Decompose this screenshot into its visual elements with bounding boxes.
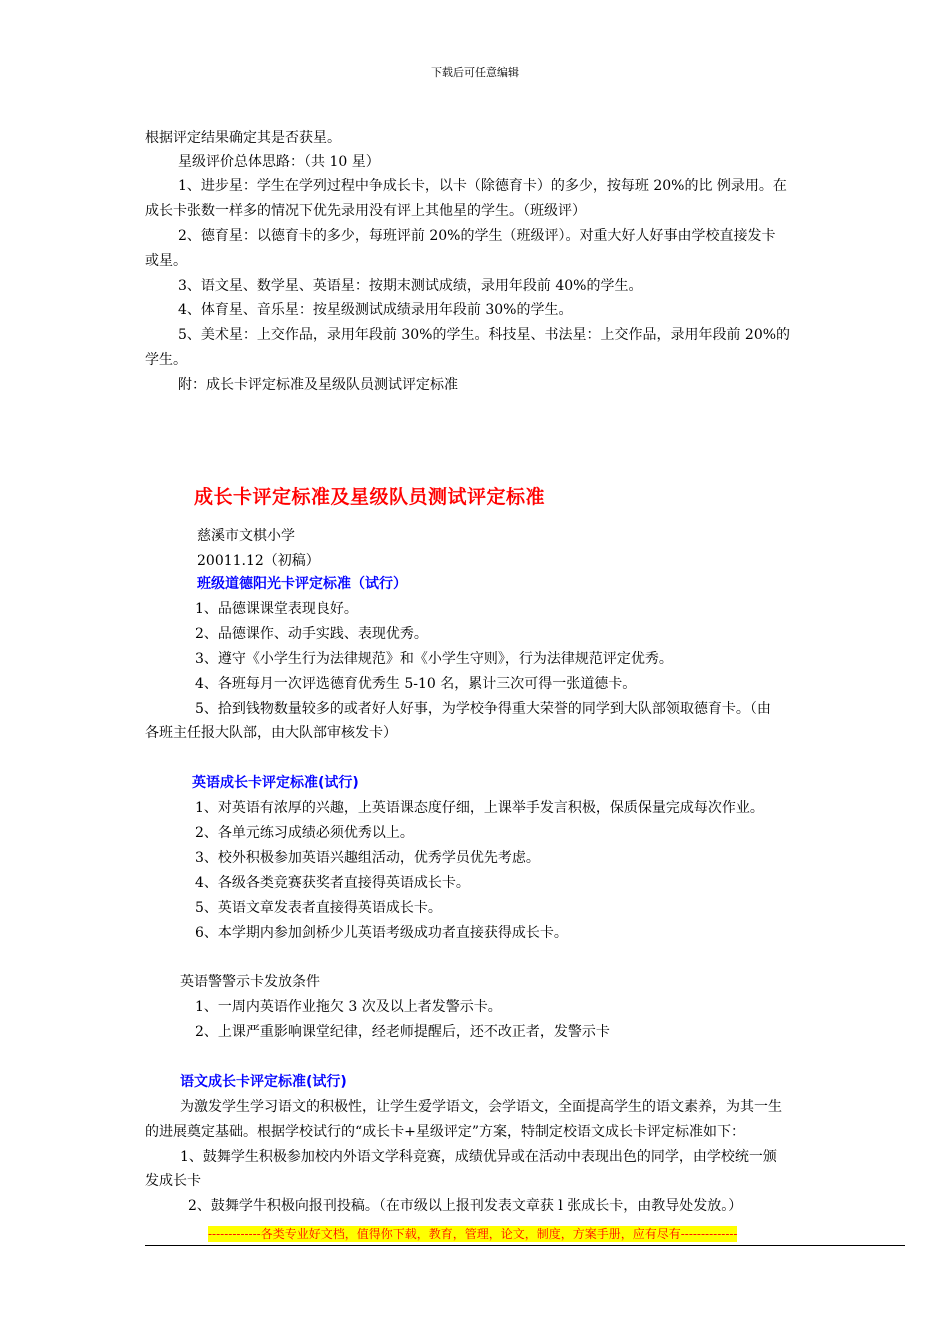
warning-item: 2、上课严重影响课堂纪律，经老师提醒后，还不改正者，发警示卡 (195, 1024, 610, 1040)
intro-line: 3、语文星、数学星、英语星：按期末测试成绩，录用年段前 40%的学生。 (178, 278, 643, 294)
moral-item: 各班主任报大队部，由大队部审核发卡） (145, 725, 397, 741)
english-item: 4、各级各类竞赛获奖者直接得英语成长卡。 (195, 875, 470, 891)
chinese-item: 2、鼓舞学牛积极向报刊投稿。（在市级以上报刊发表文章获 l 张成长卡，由教导处发放。） (188, 1198, 743, 1214)
intro-line: 成长卡张数一样多的情况下优先录用没有评上其他星的学生。（班级评） (145, 203, 586, 219)
english-item: 3、校外积极参加英语兴趣组活动，优秀学员优先考虑。 (195, 850, 540, 866)
intro-line: 1、进步星：学生在学列过程中争成长卡，以卡（除德育卡）的多少，按每班 20%的比 例录用。在 (178, 178, 787, 194)
intro-line: 学生。 (145, 352, 187, 368)
moral-item: 4、各班每月一次评选德育优秀生 5-10 名，累计三次可得一张道德卡。 (195, 676, 637, 692)
moral-item: 3、遵守《小学生行为法律规范》和《小学生守则》，行为法律规范评定优秀。 (195, 651, 673, 667)
moral-item: 1、品德课课堂表现良好。 (195, 601, 358, 617)
moral-item: 2、品德课作、动手实践、表现优秀。 (195, 626, 428, 642)
document-date: 20011.12（初稿） (197, 553, 320, 569)
intro-line: 或星。 (145, 253, 187, 269)
chinese-paragraph: 为激发学生学习语文的积极性，让学生爱学语文，会学语文，全面提高学生的语文素养，为其一生 (180, 1099, 782, 1115)
intro-line: 2、德育星：以德育卡的多少，每班评前 20%的学生（班级评）。对重大好人好事由学校直接发卡 (178, 228, 776, 244)
chinese-card-heading: 语文成长卡评定标准(试行) (180, 1074, 347, 1090)
english-item: 5、英语文章发表者直接得英语成长卡。 (195, 900, 442, 916)
english-item: 2、各单元练习成绩必须优秀以上。 (195, 825, 414, 841)
moral-item: 5、拾到钱物数量较多的或者好人好事，为学校争得重大荣誉的同学到大队部领取德育卡。（由 (195, 701, 771, 717)
english-card-heading: 英语成长卡评定标准(试行) (192, 775, 359, 791)
intro-appendix-line: 附：成长卡评定标准及星级队员测试评定标准 (178, 377, 458, 393)
document-title: 成长卡评定标准及星级队员测试评定标准 (194, 486, 546, 508)
page-header-note: 下载后可任意编辑 (431, 66, 519, 79)
chinese-item: 发成长卡 (145, 1173, 201, 1189)
warning-card-heading: 英语警警示卡发放条件 (180, 974, 320, 990)
warning-item: 1、一周内英语作业拖欠 3 次及以上者发警示卡。 (195, 999, 502, 1015)
moral-card-heading: 班级道德阳光卡评定标准（试行） (197, 576, 407, 592)
intro-line: 5、美术星：上交作品，录用年段前 30%的学生。科技星、书法星：上交作品，录用年段前 20%的 (178, 327, 791, 343)
chinese-item: 1、鼓舞学生积极参加校内外语文学科竞赛，成绩优异或在活动中表现出色的同学，由学校统一颁 (180, 1149, 777, 1165)
footer-banner: -------------各类专业好文档，值得你下载，教育，管理，论文，制度，方案手册，应有尽有-------------- (208, 1227, 738, 1241)
english-item: 1、对英语有浓厚的兴趣，上英语课态度仔细，上课举手发言积极，保质保量完成每次作业。 (195, 800, 764, 816)
school-name: 慈溪市文棋小学 (197, 528, 295, 544)
intro-line: 星级评价总体思路：（共 10 星） (178, 154, 380, 170)
english-item: 6、本学期内参加剑桥少儿英语考级成功者直接获得成长卡。 (195, 925, 568, 941)
chinese-paragraph: 的进展奠定基础。根据学校试行的“成长卡+星级评定”方案，特制定校语文成长卡评定标准如下： (145, 1124, 746, 1140)
footer-divider (145, 1245, 905, 1246)
intro-line: 根据评定结果确定其是否获星。 (145, 130, 341, 146)
intro-line: 4、体育星、音乐星：按星级测试成绩录用年段前 30%的学生。 (178, 302, 573, 318)
